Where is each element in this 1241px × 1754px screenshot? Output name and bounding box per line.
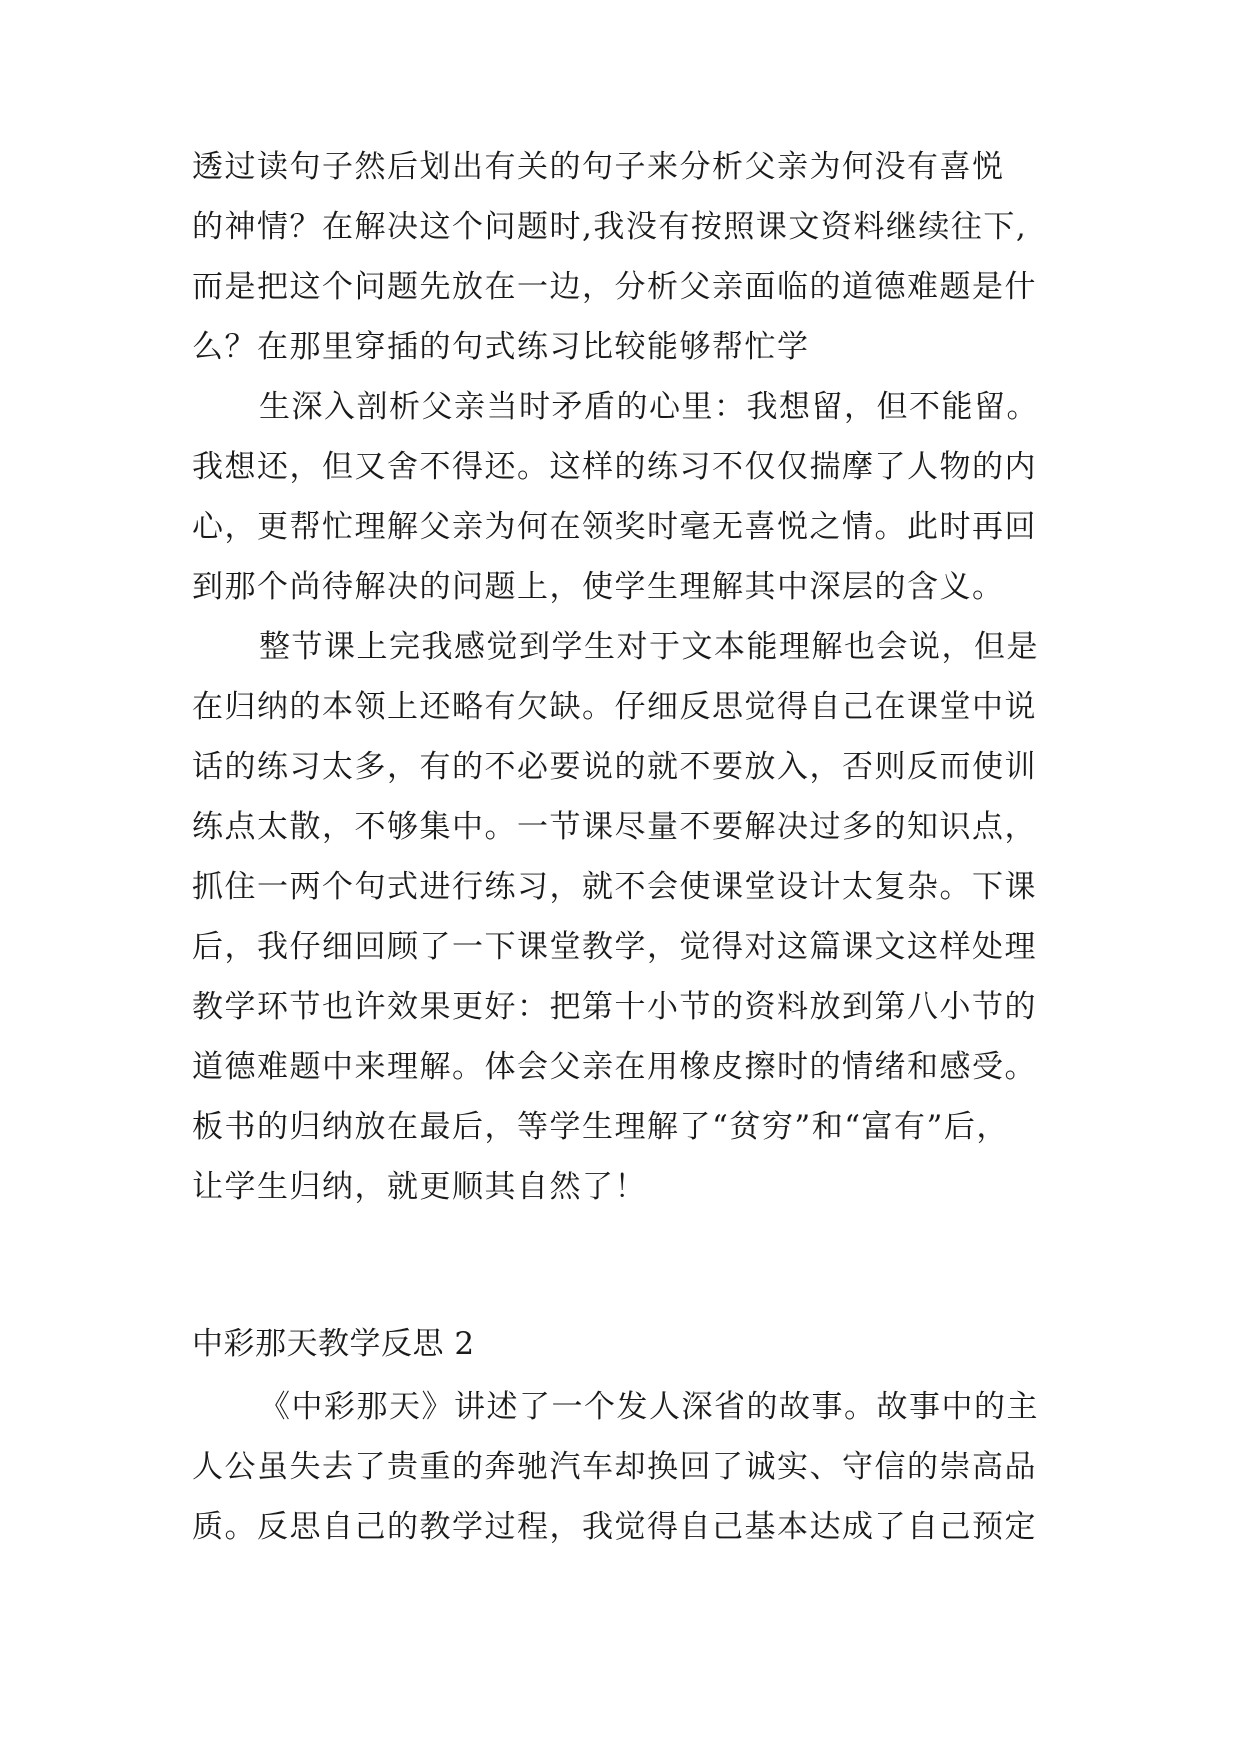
section-heading xyxy=(192,1314,475,1374)
text-line: 教学环节也许效果更好：把第十小节的资料放到第八小节的 xyxy=(192,989,1037,1025)
paragraph xyxy=(192,617,1039,1217)
text-line: 我想还，但又舍不得还。这样的练习不仅仅揣摩了人物的内 xyxy=(192,449,1037,485)
text-line: 到那个尚待解决的问题上，使学生理解其中深层的含义。 xyxy=(192,569,1005,605)
text-line: 而是把这个问题先放在一边，分析父亲面临的道德难题是什 xyxy=(192,269,1037,305)
section-paragraph xyxy=(192,1377,1039,1557)
text-line: 质。反思自己的教学过程，我觉得自己基本达成了自己预定 xyxy=(192,1509,1037,1545)
section-title: 中彩那天教学反思 2 xyxy=(192,1326,475,1362)
text-line: 让学生归纳，就更顺其自然了！ xyxy=(192,1169,647,1205)
text-line: 生深入剖析父亲当时矛盾的心里：我想留，但不能留。 xyxy=(259,389,1039,425)
text-line: 练点太散，不够集中。一节课尽量不要解决过多的知识点， xyxy=(192,809,1037,845)
text-line: 的神情？在解决这个问题时,我没有按照课文资料继续往下, xyxy=(192,209,1028,245)
text-line: 后，我仔细回顾了一下课堂教学，觉得对这篇课文这样处理 xyxy=(192,929,1037,965)
text-line: 《中彩那天》讲述了一个发人深省的故事。故事中的主 xyxy=(259,1389,1039,1425)
text-line: 话的练习太多，有的不必要说的就不要放入，否则反而使训 xyxy=(192,749,1037,785)
text-line: 透过读句子然后划出有关的句子来分析父亲为何没有喜悦 xyxy=(192,149,1005,185)
text-line: 板书的归纳放在最后，等学生理解了“贫穷”和“富有”后， xyxy=(192,1109,1009,1145)
paragraph xyxy=(192,377,1039,617)
paragraph-continued xyxy=(192,137,1037,377)
text-line: 在归纳的本领上还略有欠缺。仔细反思觉得自己在课堂中说 xyxy=(192,689,1037,725)
text-line: 心，更帮忙理解父亲为何在领奖时毫无喜悦之情。此时再回 xyxy=(192,509,1037,545)
text-line: 么？在那里穿插的句式练习比较能够帮忙学 xyxy=(192,329,810,365)
text-line: 抓住一两个句式进行练习，就不会使课堂设计太复杂。下课 xyxy=(192,869,1037,905)
text-line: 道德难题中来理解。体会父亲在用橡皮擦时的情绪和感受。 xyxy=(192,1049,1037,1085)
text-line: 人公虽失去了贵重的奔驰汽车却换回了诚实、守信的崇高品 xyxy=(192,1449,1037,1485)
text-line: 整节课上完我感觉到学生对于文本能理解也会说，但是 xyxy=(259,629,1039,665)
